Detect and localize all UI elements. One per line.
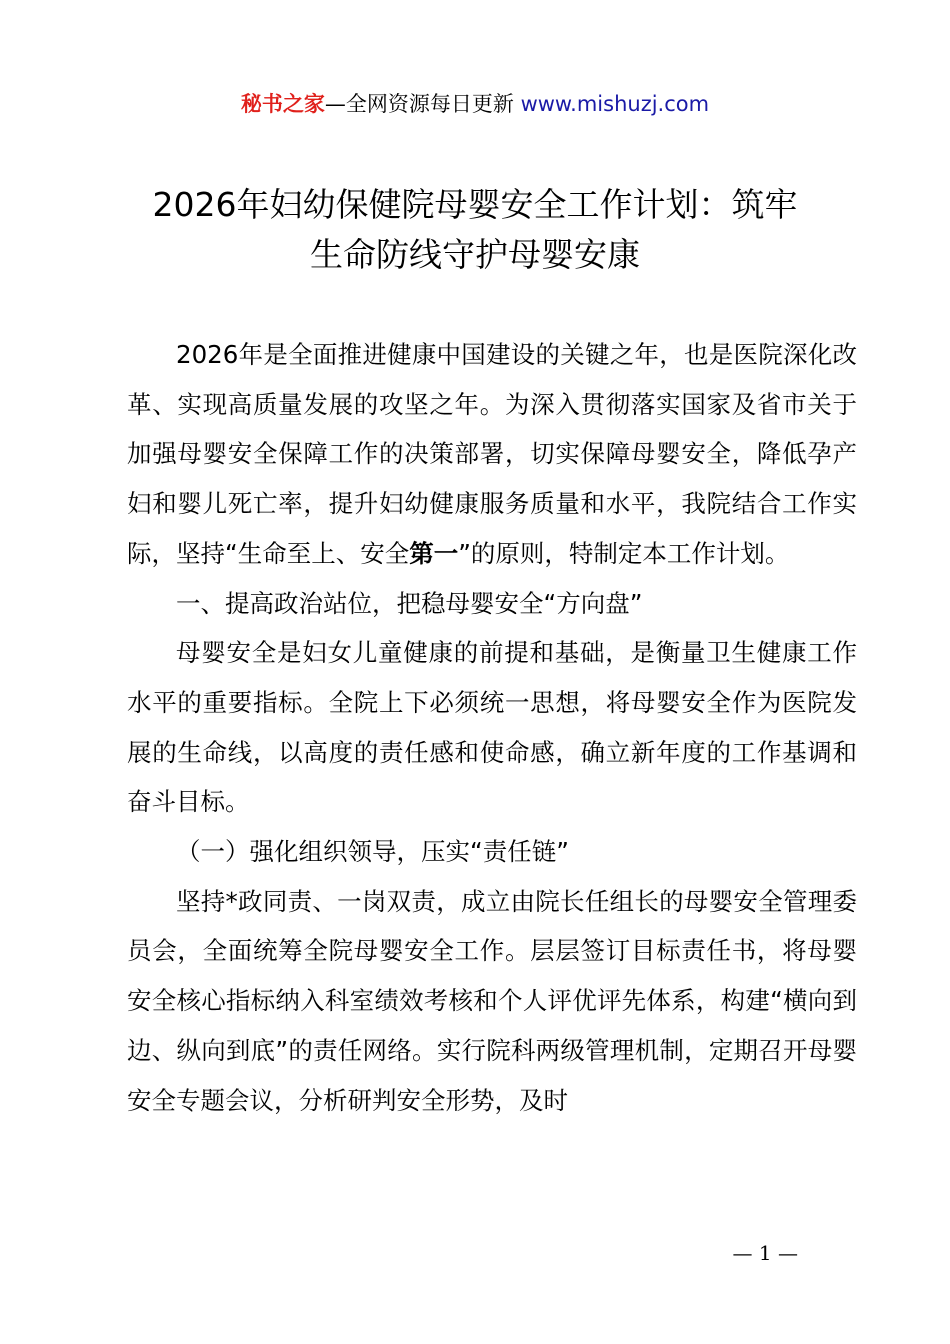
document-body: [127, 330, 857, 1125]
document-title: [100, 180, 850, 280]
intro-paragraph: [127, 330, 857, 579]
site-header: [0, 88, 950, 120]
title-line-2: 生命防线守护母婴安康: [310, 235, 640, 274]
brand-name: 秘书之家: [240, 92, 325, 116]
subsection-1-heading: （一）强化组织领导，压实“责任链”: [176, 837, 569, 867]
intro-bold-text: 第一: [409, 538, 459, 568]
title-line-1: 2026年妇幼保健院母婴安全工作计划：筑牢: [152, 185, 798, 224]
header-tagline: —全网资源每日更新: [324, 92, 521, 116]
page-number: — 1 —: [732, 1241, 798, 1265]
section-1-body: 母婴安全是妇女儿童健康的前提和基础，是衡量卫生健康工作水平的重要指标。全院上下必须统一思想，将母婴安全作为医院发展的生命线，以高度的责任感和使命感，确立新年度的工作基调和奋斗目标。: [127, 638, 857, 817]
site-url[interactable]: www.mishuzj.com: [520, 92, 710, 116]
intro-text-part-1: 2026年是全面推进健康中国建设的关键之年，也是医院深化改革、实现高质量发展的攻坚之年。为深入贯彻落实国家及省市关于加强母婴安全保障工作的决策部署，切实保障母婴安全，降低孕产妇和婴儿死亡率，提升妇幼健康服务质量和水平，我院结合工作实际，坚持“生命至上、安全: [127, 340, 857, 568]
intro-text-part-2: ”的原则，特制定本工作计划。: [458, 538, 790, 568]
section-1-heading: 一、提高政治站位，把稳母婴安全“方向盘”: [176, 588, 643, 618]
subsection-1-body: 坚持*政同责、一岗双责，成立由院长任组长的母婴安全管理委员会，全面统筹全院母婴安全工作。层层签订目标责任书，将母婴安全核心指标纳入科室绩效考核和个人评优评先体系，构建“横向到边、纵向到底”的责任网络。实行院科两级管理机制，定期召开母婴安全专题会议，分析研判安全形势，及时: [127, 886, 857, 1115]
